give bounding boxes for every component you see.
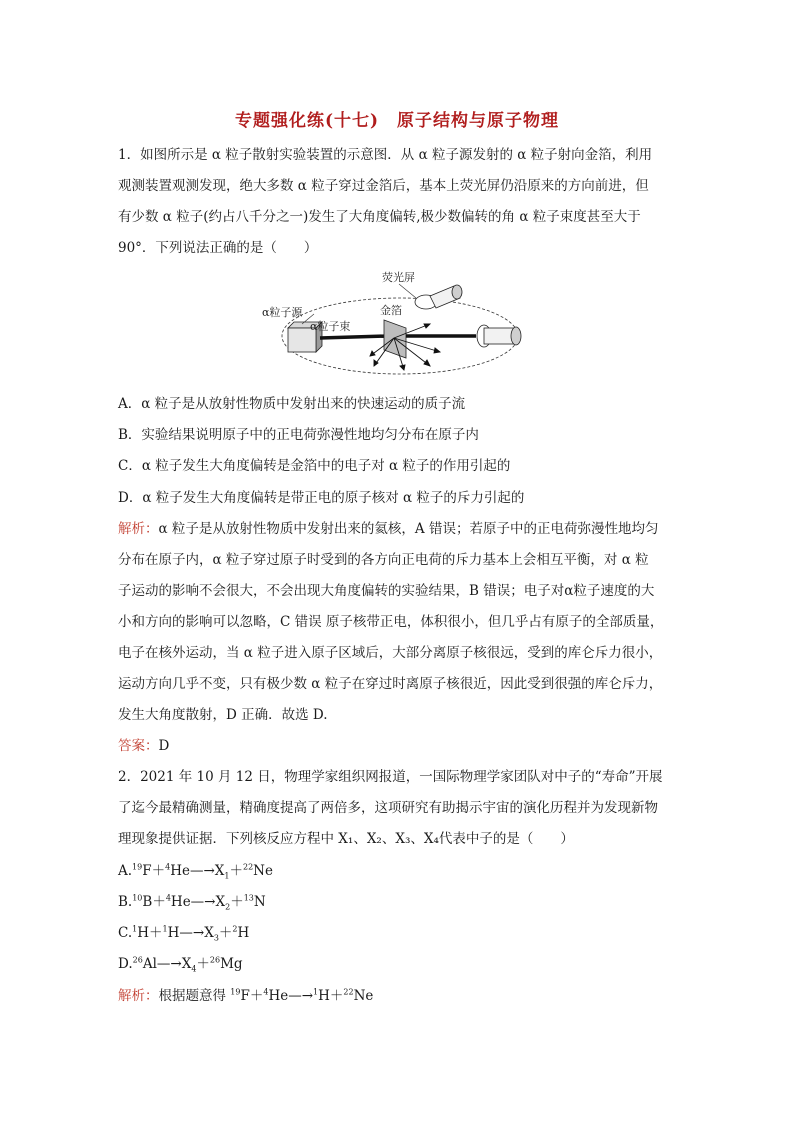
q1-option-a: A．α 粒子是从放射性物质中发射出来的快速运动的质子流: [118, 396, 466, 412]
label-source: α粒子源: [262, 306, 303, 319]
q2-stem-line-3: 理现象提供证据．下列核反应方程中 X₁、X₂、X₃、X₄代表中子的是（ ）: [118, 831, 574, 847]
microscope-top: [415, 285, 462, 309]
label-foil: 金箔: [380, 304, 402, 317]
q2-option-b: $B.^{10}B+^4He—\to X_2+^{13}N$: [118, 893, 266, 912]
q1-stem-line-1: 1．如图所示是 α 粒子散射实验装置的示意图．从 α 粒子源发射的 α 粒子射向金箔，利用: [118, 147, 653, 163]
q2-option-d: $D.^{26}Al—\to X_4+^{26}Mg$: [118, 955, 243, 974]
q1-option-d: D．α 粒子发生大角度偏转是带正电的原子核对 α 粒子的斥力引起的: [118, 490, 525, 506]
label-screen: 荧光屏: [382, 271, 415, 284]
q1-analysis-text: α 粒子是从放射性物质中发射出来的氦核，A 错误；若原子中的正电荷弥漫性地均匀: [158, 521, 659, 537]
q1-analysis-line-1: [118, 519, 658, 539]
q2-analysis-label: 解析：: [118, 988, 159, 1004]
q2-option-c: $C.^1H+^1H—\to X_3+^2H$: [118, 924, 250, 943]
q2-stem-line-1: 2．2021 年 10 月 12 日，物理学家组织网报道，一国际物理学家团队对中子的“寿命”开展: [118, 769, 663, 785]
q1-analysis-line-2: 分布在原子内，α 粒子穿过原子时受到的各方向正电荷的斥力基本上会相互平衡，对 α 粒: [118, 552, 649, 568]
q1-stem-line-4: 90°．下列说法正确的是（ ）: [118, 240, 318, 256]
q1-answer: [118, 736, 169, 756]
q2-analysis: 解析：根据题意得 $^{19}$F＋$^4$He—→$^1$H＋$^{22}$Ne: [118, 987, 374, 1004]
q1-analysis-line-4: 小和方向的影响可以忽略，C 错误 原子核带正电，体积很小，但几乎占有原子的全部质量，: [118, 614, 664, 630]
q1-stem-line-3: 有少数 α 粒子(约占八千分之一)发生了大角度偏转,极少数偏转的角 α 粒子束度甚至大于: [118, 209, 641, 225]
q1-analysis-line-5: 电子在核外运动，当 α 粒子进入原子区域后，大部分离原子核很远，受到的库仑斥力很小，: [118, 645, 663, 661]
q1-analysis-label: 解析：: [118, 521, 159, 537]
q1-option-c: C．α 粒子发生大角度偏转是金箔中的电子对 α 粒子的作用引起的: [118, 458, 511, 474]
q1-analysis-line-7: 发生大角度散射，D 正确．故选 D.: [118, 707, 328, 723]
q1-analysis-line-6: 运动方向几乎不变，只有极少数 α 粒子在穿过时离原子核很近，因此受到很强的库仑斥力，: [118, 676, 663, 692]
q2-option-a: $A.^{19}F+^4He—\to X_1+^{22}Ne$: [118, 862, 273, 881]
q1-answer-label: 答案：: [118, 738, 159, 754]
microscope-right: [477, 325, 521, 347]
q1-option-b: B．实验结果说明原子中的正电荷弥漫性地均匀分布在原子内: [118, 427, 479, 443]
alpha-scattering-figure: [254, 268, 534, 380]
label-beam: α粒子束: [310, 320, 351, 333]
q2-stem-line-2: 了迄今最精确测量，精确度提高了两倍多，这项研究有助揭示宇宙的演化历程并为发现新物: [118, 800, 658, 816]
alpha-beam: [320, 336, 388, 338]
q1-stem-line-2: 观测装置观测发现，绝大多数 α 粒子穿过金箔后，基本上荧光屏仍沿原来的方向前进，但: [118, 178, 649, 194]
page-title: 专题强化练(十七) 原子结构与原子物理: [234, 111, 560, 131]
q1-answer-value: D: [158, 738, 170, 754]
q1-analysis-line-3: 子运动的影响不会很大，不会出现大角度偏转的实验结果，B 错误；电子对α粒子速度的大: [118, 583, 655, 599]
